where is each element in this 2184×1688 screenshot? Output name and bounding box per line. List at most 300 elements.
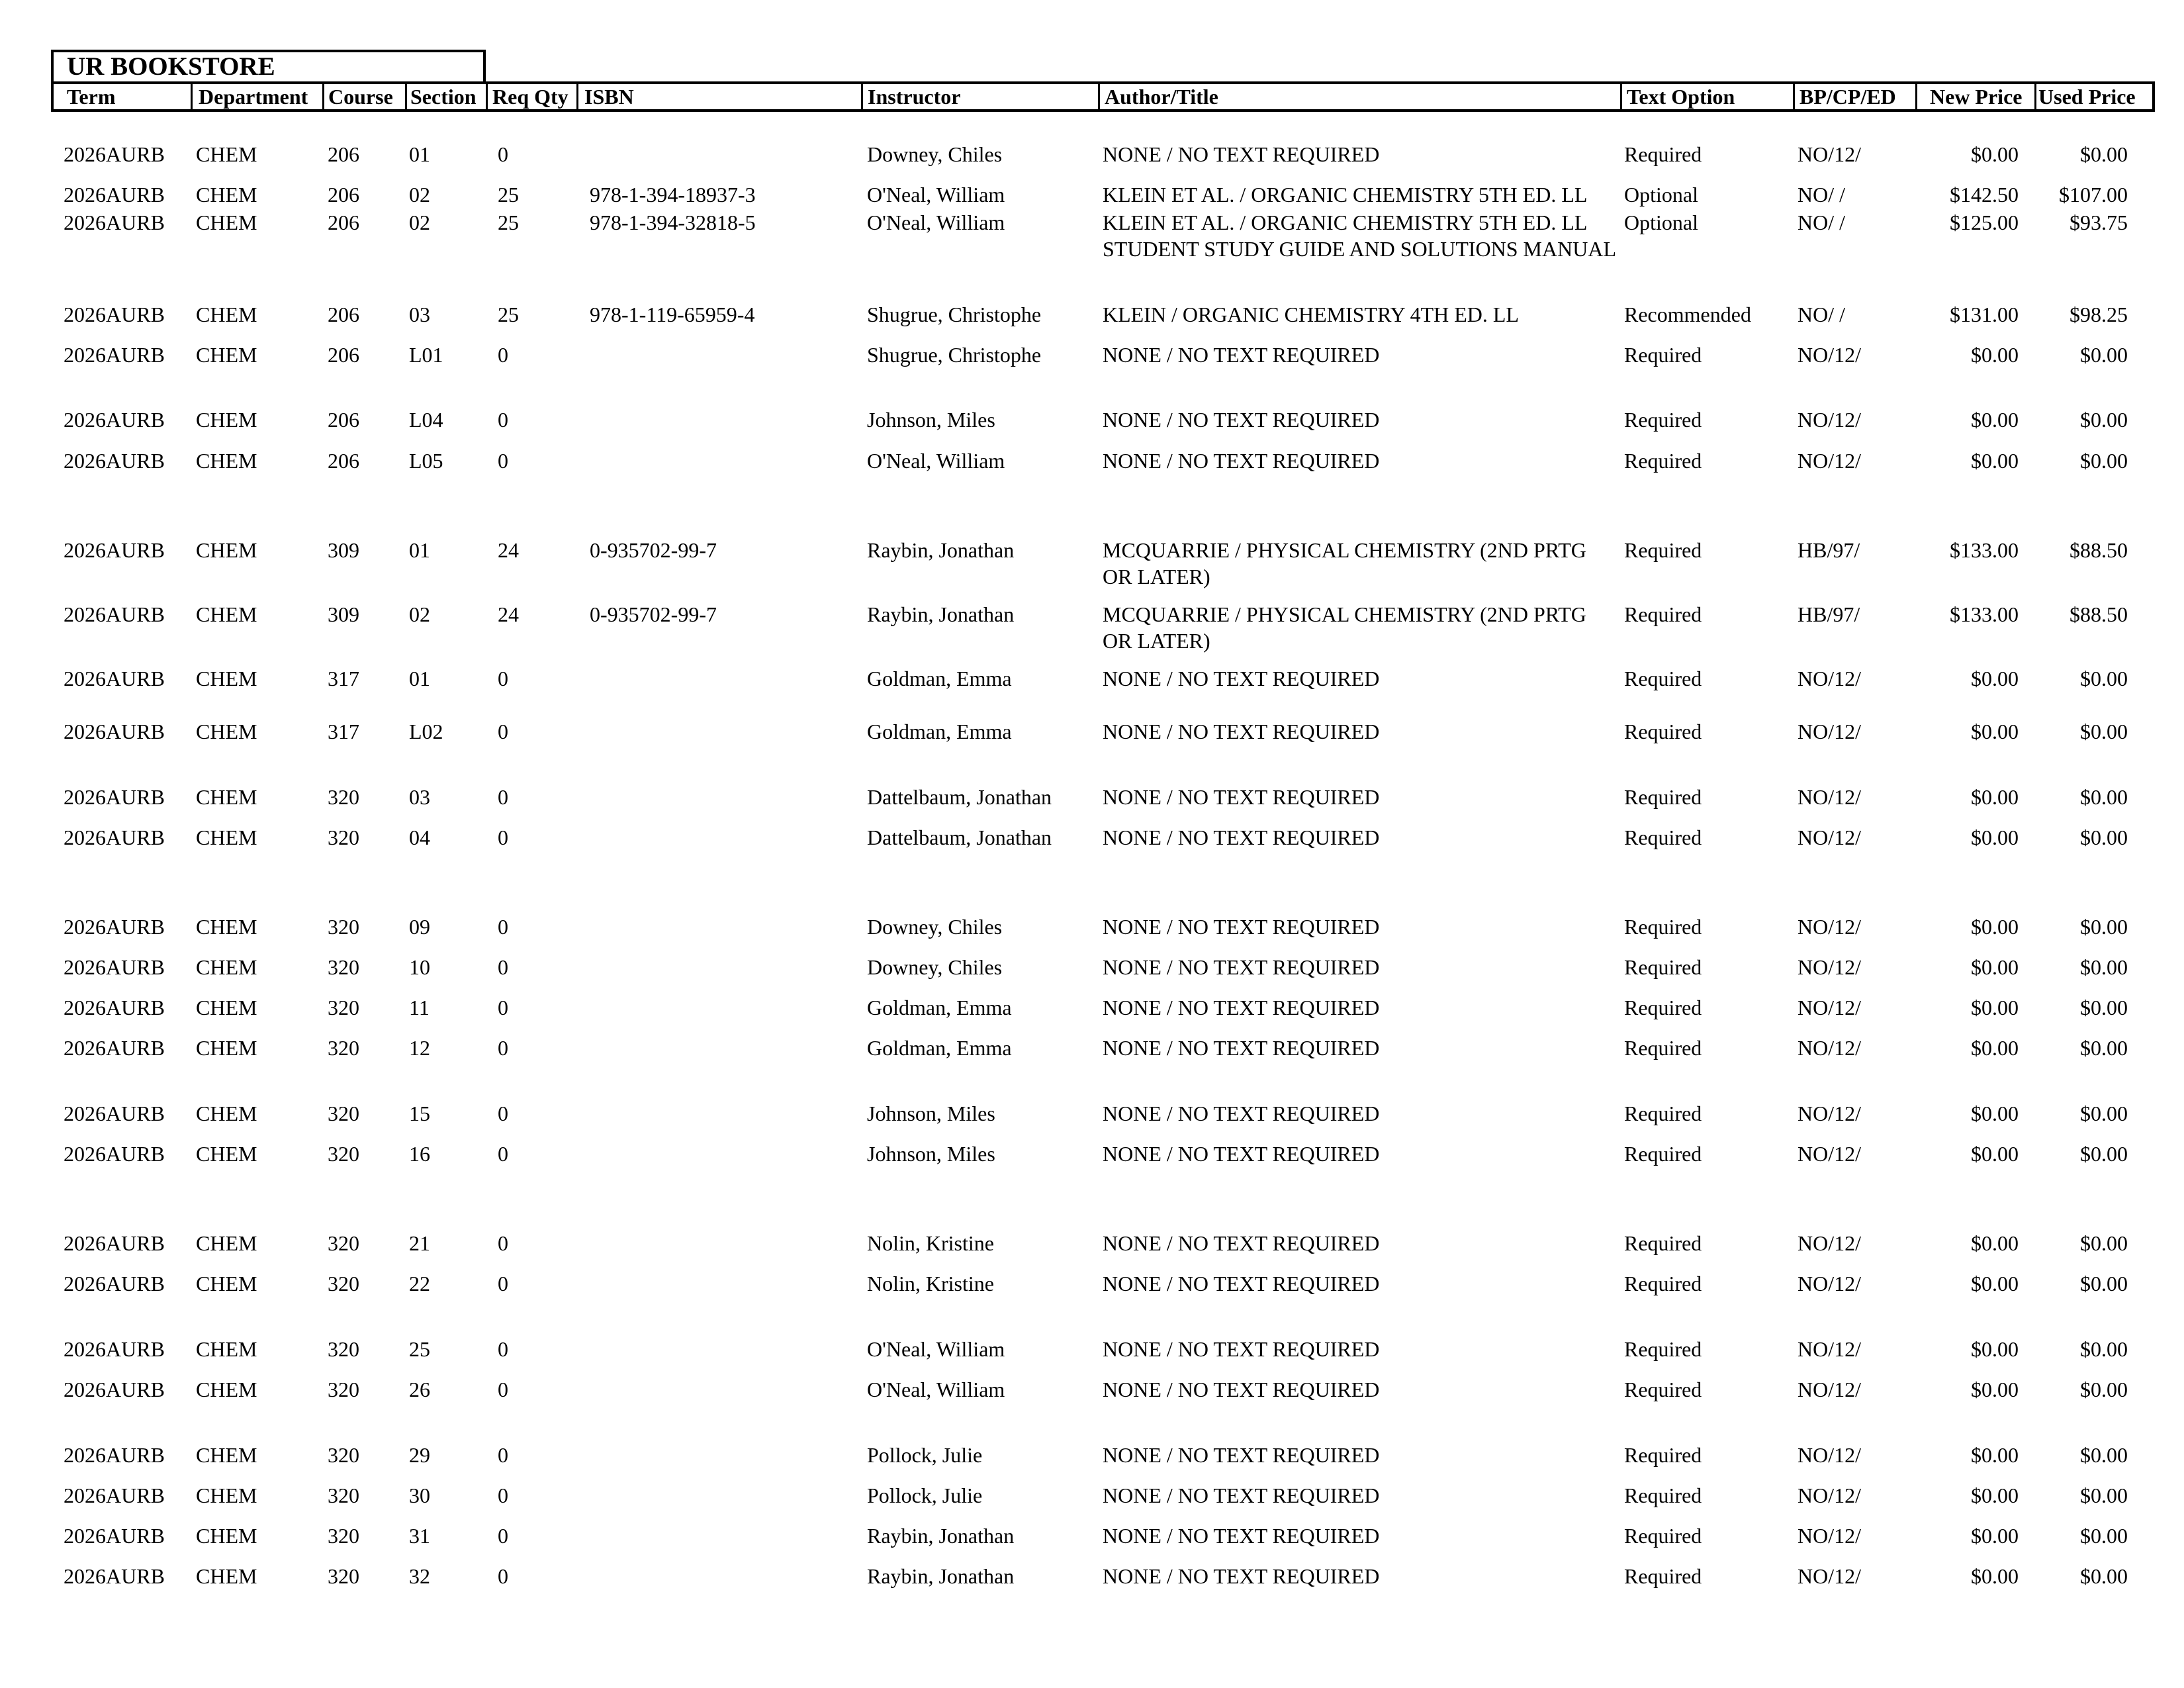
cell-course: 320 [328,1337,359,1361]
cell-req-qty: 25 [498,303,519,326]
cell-bp-cp-ed: NO/12/ [1797,915,1861,939]
cell-isbn: 0-935702-99-7 [590,538,717,562]
header-section: Section [410,85,477,109]
cell-term: 2026AURB [64,667,165,690]
cell-new-price: $0.00 [1971,1337,2019,1361]
cell-section: 01 [409,667,430,690]
table-header [51,81,2155,112]
cell-used-price: $88.50 [2070,538,2128,562]
cell-instructor: Dattelbaum, Jonathan [867,785,1052,809]
cell-department: CHEM [196,408,257,432]
cell-bp-cp-ed: HB/97/ [1797,602,1860,626]
cell-department: CHEM [196,142,257,166]
cell-department: CHEM [196,602,257,626]
cell-term: 2026AURB [64,785,165,809]
cell-req-qty: 0 [498,1142,508,1166]
cell-new-price: $0.00 [1971,343,2019,367]
column-divider [1620,84,1622,109]
cell-instructor: Dattelbaum, Jonathan [867,825,1052,849]
cell-department: CHEM [196,1443,257,1467]
cell-new-price: $125.00 [1950,211,2019,234]
header-req-qty: Req Qty [492,85,569,109]
cell-instructor: Goldman, Emma [867,996,1012,1019]
cell-course: 320 [328,1443,359,1467]
cell-term: 2026AURB [64,1337,165,1361]
cell-instructor: Downey, Chiles [867,915,1003,939]
cell-text-option: Required [1624,1102,1702,1125]
cell-department: CHEM [196,667,257,690]
cell-new-price: $0.00 [1971,1443,2019,1467]
cell-term: 2026AURB [64,408,165,432]
cell-section: 29 [409,1443,430,1467]
cell-used-price: $0.00 [2080,1102,2128,1125]
header-new-price: New Price [1930,85,2023,109]
cell-used-price: $0.00 [2080,667,2128,690]
cell-req-qty: 0 [498,142,508,166]
cell-author-title: NONE / NO TEXT REQUIRED [1103,1036,1380,1060]
cell-course: 309 [328,602,359,626]
cell-used-price: $0.00 [2080,142,2128,166]
cell-term: 2026AURB [64,343,165,367]
cell-department: CHEM [196,915,257,939]
cell-req-qty: 24 [498,602,519,626]
cell-author-title: NONE / NO TEXT REQUIRED [1103,1231,1380,1255]
cell-text-option: Required [1624,408,1702,432]
cell-new-price: $0.00 [1971,1483,2019,1507]
cell-new-price: $0.00 [1971,1102,2019,1125]
cell-department: CHEM [196,1036,257,1060]
cell-department: CHEM [196,343,257,367]
cell-section: 22 [409,1272,430,1295]
cell-new-price: $0.00 [1971,1036,2019,1060]
cell-used-price: $0.00 [2080,1483,2128,1507]
cell-req-qty: 0 [498,1337,508,1361]
cell-bp-cp-ed: NO/12/ [1797,1102,1861,1125]
cell-instructor: Raybin, Jonathan [867,1564,1015,1588]
cell-term: 2026AURB [64,538,165,562]
header-isbn: ISBN [584,85,634,109]
cell-author-title: NONE / NO TEXT REQUIRED [1103,1142,1380,1166]
cell-instructor: Johnson, Miles [867,408,995,432]
cell-department: CHEM [196,825,257,849]
cell-req-qty: 0 [498,1443,508,1467]
cell-course: 320 [328,1564,359,1588]
cell-bp-cp-ed: NO/12/ [1797,1272,1861,1295]
cell-req-qty: 0 [498,667,508,690]
cell-course: 206 [328,211,359,234]
cell-department: CHEM [196,1102,257,1125]
cell-used-price: $0.00 [2080,996,2128,1019]
cell-instructor: Raybin, Jonathan [867,1524,1015,1548]
cell-course: 320 [328,1231,359,1255]
cell-bp-cp-ed: HB/97/ [1797,538,1860,562]
cell-req-qty: 0 [498,996,508,1019]
cell-req-qty: 0 [498,343,508,367]
cell-used-price: $0.00 [2080,1378,2128,1401]
cell-author-title: NONE / NO TEXT REQUIRED [1103,825,1380,849]
cell-used-price: $0.00 [2080,449,2128,473]
cell-course: 320 [328,785,359,809]
cell-course: 320 [328,1142,359,1166]
header-bp-cp-ed: BP/CP/ED [1799,85,1896,109]
cell-new-price: $0.00 [1971,1142,2019,1166]
cell-section: 04 [409,825,430,849]
cell-bp-cp-ed: NO/12/ [1797,449,1861,473]
cell-instructor: Shugrue, Christophe [867,343,1042,367]
cell-bp-cp-ed: NO/12/ [1797,667,1861,690]
column-divider [191,84,193,109]
header-instructor: Instructor [868,85,961,109]
cell-text-option: Required [1624,1524,1702,1548]
cell-instructor: O'Neal, William [867,1378,1005,1401]
cell-course: 206 [328,142,359,166]
column-divider [861,84,863,109]
cell-new-price: $0.00 [1971,1564,2019,1588]
cell-course: 320 [328,1272,359,1295]
cell-instructor: Pollock, Julie [867,1443,983,1467]
cell-author-title: KLEIN ET AL. / ORGANIC CHEMISTRY 5TH ED. LL [1103,183,1588,207]
cell-req-qty: 24 [498,538,519,562]
cell-instructor: O'Neal, William [867,183,1005,207]
cell-department: CHEM [196,183,257,207]
cell-term: 2026AURB [64,1378,165,1401]
cell-term: 2026AURB [64,303,165,326]
cell-course: 320 [328,996,359,1019]
cell-req-qty: 0 [498,1483,508,1507]
cell-new-price: $0.00 [1971,720,2019,743]
cell-bp-cp-ed: NO/12/ [1797,1142,1861,1166]
cell-term: 2026AURB [64,602,165,626]
cell-new-price: $142.50 [1950,183,2019,207]
cell-bp-cp-ed: NO/12/ [1797,825,1861,849]
cell-author-title: NONE / NO TEXT REQUIRED [1103,1102,1380,1125]
cell-department: CHEM [196,1524,257,1548]
cell-author-title: NONE / NO TEXT REQUIRED [1103,142,1380,166]
cell-section: 02 [409,602,430,626]
cell-used-price: $0.00 [2080,825,2128,849]
cell-used-price: $98.25 [2070,303,2128,326]
cell-bp-cp-ed: NO/ / [1797,303,1845,326]
cell-course: 206 [328,343,359,367]
cell-department: CHEM [196,1337,257,1361]
cell-term: 2026AURB [64,915,165,939]
cell-isbn: 978-1-394-32818-5 [590,211,756,234]
cell-department: CHEM [196,996,257,1019]
cell-used-price: $0.00 [2080,408,2128,432]
cell-author-title: NONE / NO TEXT REQUIRED [1103,449,1380,473]
cell-used-price: $0.00 [2080,720,2128,743]
cell-instructor: Nolin, Kristine [867,1272,994,1295]
cell-text-option: Required [1624,538,1702,562]
cell-course: 320 [328,1483,359,1507]
cell-section: 01 [409,538,430,562]
header-course: Course [328,85,393,109]
cell-term: 2026AURB [64,720,165,743]
cell-new-price: $0.00 [1971,1378,2019,1401]
cell-course: 320 [328,1378,359,1401]
cell-isbn: 978-1-119-65959-4 [590,303,755,326]
cell-department: CHEM [196,1564,257,1588]
cell-bp-cp-ed: NO/12/ [1797,955,1861,979]
cell-section: 09 [409,915,430,939]
cell-course: 320 [328,825,359,849]
cell-instructor: Raybin, Jonathan [867,602,1015,626]
cell-bp-cp-ed: NO/12/ [1797,1483,1861,1507]
cell-text-option: Required [1624,720,1702,743]
cell-bp-cp-ed: NO/12/ [1797,1378,1861,1401]
cell-text-option: Optional [1624,211,1698,234]
cell-course: 206 [328,408,359,432]
cell-used-price: $0.00 [2080,1443,2128,1467]
cell-term: 2026AURB [64,1142,165,1166]
column-divider [1915,84,1917,109]
cell-used-price: $0.00 [2080,1142,2128,1166]
cell-new-price: $0.00 [1971,915,2019,939]
cell-author-title: NONE / NO TEXT REQUIRED [1103,1272,1380,1295]
cell-instructor: Johnson, Miles [867,1102,995,1125]
cell-term: 2026AURB [64,1231,165,1255]
cell-instructor: Goldman, Emma [867,720,1012,743]
cell-req-qty: 25 [498,183,519,207]
cell-bp-cp-ed: NO/12/ [1797,1524,1861,1548]
header-department: Department [199,85,308,109]
cell-new-price: $0.00 [1971,142,2019,166]
cell-author-title: NONE / NO TEXT REQUIRED [1103,408,1380,432]
cell-section: 25 [409,1337,430,1361]
cell-bp-cp-ed: NO/12/ [1797,408,1861,432]
cell-section: 02 [409,211,430,234]
cell-term: 2026AURB [64,825,165,849]
cell-req-qty: 0 [498,915,508,939]
cell-course: 320 [328,955,359,979]
cell-new-price: $131.00 [1950,303,2019,326]
cell-used-price: $0.00 [2080,1036,2128,1060]
cell-isbn: 0-935702-99-7 [590,602,717,626]
cell-new-price: $0.00 [1971,955,2019,979]
cell-course: 320 [328,1036,359,1060]
header-text-option: Text Option [1627,85,1735,109]
cell-instructor: Pollock, Julie [867,1483,983,1507]
cell-text-option: Required [1624,1378,1702,1401]
cell-department: CHEM [196,785,257,809]
cell-course: 317 [328,720,359,743]
cell-text-option: Required [1624,343,1702,367]
cell-req-qty: 0 [498,1272,508,1295]
cell-department: CHEM [196,1483,257,1507]
cell-term: 2026AURB [64,1272,165,1295]
cell-used-price: $0.00 [2080,1272,2128,1295]
cell-term: 2026AURB [64,996,165,1019]
cell-new-price: $0.00 [1971,449,2019,473]
cell-term: 2026AURB [64,449,165,473]
cell-department: CHEM [196,1142,257,1166]
cell-department: CHEM [196,211,257,234]
cell-section: 12 [409,1036,430,1060]
cell-author-title: NONE / NO TEXT REQUIRED [1103,343,1380,367]
column-divider [576,84,578,109]
cell-new-price: $133.00 [1950,602,2019,626]
cell-instructor: Downey, Chiles [867,142,1003,166]
cell-department: CHEM [196,303,257,326]
cell-course: 206 [328,449,359,473]
cell-used-price: $0.00 [2080,1337,2128,1361]
cell-instructor: O'Neal, William [867,1337,1005,1361]
cell-text-option: Required [1624,1272,1702,1295]
cell-text-option: Required [1624,996,1702,1019]
cell-department: CHEM [196,955,257,979]
cell-section: 26 [409,1378,430,1401]
cell-section: 11 [409,996,430,1019]
cell-term: 2026AURB [64,1036,165,1060]
cell-req-qty: 0 [498,449,508,473]
cell-text-option: Required [1624,1337,1702,1361]
cell-section: 02 [409,183,430,207]
cell-req-qty: 0 [498,1378,508,1401]
cell-text-option: Required [1624,142,1702,166]
cell-text-option: Required [1624,825,1702,849]
cell-author-title: NONE / NO TEXT REQUIRED [1103,1378,1380,1401]
cell-bp-cp-ed: NO/ / [1797,183,1845,207]
cell-author-title: NONE / NO TEXT REQUIRED [1103,1443,1380,1467]
cell-req-qty: 0 [498,825,508,849]
cell-section: 10 [409,955,430,979]
cell-author-title: NONE / NO TEXT REQUIRED [1103,996,1380,1019]
cell-text-option: Required [1624,1231,1702,1255]
cell-bp-cp-ed: NO/12/ [1797,1231,1861,1255]
cell-used-price: $0.00 [2080,1564,2128,1588]
cell-course: 206 [328,303,359,326]
cell-term: 2026AURB [64,1564,165,1588]
cell-author-title: KLEIN / ORGANIC CHEMISTRY 4TH ED. LL [1103,303,1519,326]
column-divider [1098,84,1100,109]
cell-new-price: $0.00 [1971,1231,2019,1255]
cell-bp-cp-ed: NO/12/ [1797,343,1861,367]
cell-bp-cp-ed: NO/12/ [1797,1036,1861,1060]
cell-text-option: Required [1624,667,1702,690]
cell-isbn: 978-1-394-18937-3 [590,183,756,207]
cell-instructor: O'Neal, William [867,211,1005,234]
cell-instructor: O'Neal, William [867,449,1005,473]
header-used-price: Used Price [2038,85,2136,109]
cell-author-title: NONE / NO TEXT REQUIRED [1103,720,1380,743]
cell-author-title: NONE / NO TEXT REQUIRED [1103,1564,1380,1588]
cell-term: 2026AURB [64,183,165,207]
cell-used-price: $0.00 [2080,785,2128,809]
cell-author-title: NONE / NO TEXT REQUIRED [1103,1483,1380,1507]
cell-text-option: Required [1624,785,1702,809]
cell-bp-cp-ed: NO/12/ [1797,1443,1861,1467]
cell-section: 01 [409,142,430,166]
cell-author-title: NONE / NO TEXT REQUIRED [1103,785,1380,809]
cell-section: 16 [409,1142,430,1166]
cell-department: CHEM [196,1231,257,1255]
cell-req-qty: 0 [498,955,508,979]
cell-author-title: MCQUARRIE / PHYSICAL CHEMISTRY (2ND PRTG OR LATER) [1103,538,1586,588]
cell-department: CHEM [196,1378,257,1401]
cell-new-price: $0.00 [1971,825,2019,849]
cell-section: 15 [409,1102,430,1125]
column-divider [486,84,488,109]
cell-instructor: Shugrue, Christophe [867,303,1042,326]
cell-section: L02 [409,720,443,743]
cell-instructor: Downey, Chiles [867,955,1003,979]
cell-section: L04 [409,408,443,432]
cell-req-qty: 0 [498,785,508,809]
page-title: UR BOOKSTORE [51,50,486,81]
header-term: Term [67,85,116,109]
cell-bp-cp-ed: NO/12/ [1797,1564,1861,1588]
cell-req-qty: 0 [498,1524,508,1548]
cell-section: L05 [409,449,443,473]
cell-text-option: Required [1624,602,1702,626]
cell-text-option: Required [1624,955,1702,979]
cell-req-qty: 0 [498,408,508,432]
cell-bp-cp-ed: NO/12/ [1797,720,1861,743]
cell-instructor: Nolin, Kristine [867,1231,994,1255]
cell-new-price: $0.00 [1971,408,2019,432]
cell-author-title: NONE / NO TEXT REQUIRED [1103,667,1380,690]
cell-author-title: NONE / NO TEXT REQUIRED [1103,915,1380,939]
cell-used-price: $93.75 [2070,211,2128,234]
cell-section: 30 [409,1483,430,1507]
cell-req-qty: 25 [498,211,519,234]
cell-section: L01 [409,343,443,367]
cell-bp-cp-ed: NO/12/ [1797,785,1861,809]
cell-author-title: NONE / NO TEXT REQUIRED [1103,955,1380,979]
cell-section: 03 [409,303,430,326]
cell-course: 320 [328,1102,359,1125]
cell-new-price: $133.00 [1950,538,2019,562]
cell-text-option: Recommended [1624,303,1751,326]
cell-term: 2026AURB [64,1443,165,1467]
cell-department: CHEM [196,720,257,743]
cell-section: 21 [409,1231,430,1255]
column-divider [1793,84,1795,109]
cell-req-qty: 0 [498,1036,508,1060]
cell-instructor: Goldman, Emma [867,667,1012,690]
cell-new-price: $0.00 [1971,785,2019,809]
cell-req-qty: 0 [498,720,508,743]
cell-used-price: $0.00 [2080,955,2128,979]
cell-term: 2026AURB [64,1524,165,1548]
cell-req-qty: 0 [498,1231,508,1255]
column-divider [2034,84,2036,109]
cell-instructor: Johnson, Miles [867,1142,995,1166]
cell-course: 317 [328,667,359,690]
cell-term: 2026AURB [64,955,165,979]
cell-req-qty: 0 [498,1564,508,1588]
cell-author-title: KLEIN ET AL. / ORGANIC CHEMISTRY 5TH ED. LL STUDENT STUDY GUIDE AND SOLUTIONS MANUAL [1103,211,1616,261]
cell-section: 31 [409,1524,430,1548]
header-author-title: Author/Title [1105,85,1218,109]
cell-section: 32 [409,1564,430,1588]
cell-used-price: $107.00 [2059,183,2128,207]
cell-text-option: Required [1624,915,1702,939]
cell-new-price: $0.00 [1971,996,2019,1019]
cell-new-price: $0.00 [1971,1272,2019,1295]
cell-text-option: Required [1624,1443,1702,1467]
cell-department: CHEM [196,538,257,562]
cell-term: 2026AURB [64,211,165,234]
cell-course: 206 [328,183,359,207]
cell-author-title: MCQUARRIE / PHYSICAL CHEMISTRY (2ND PRTG OR LATER) [1103,602,1586,653]
cell-course: 320 [328,1524,359,1548]
cell-term: 2026AURB [64,142,165,166]
cell-new-price: $0.00 [1971,667,2019,690]
cell-course: 320 [328,915,359,939]
cell-text-option: Optional [1624,183,1698,207]
cell-used-price: $88.50 [2070,602,2128,626]
